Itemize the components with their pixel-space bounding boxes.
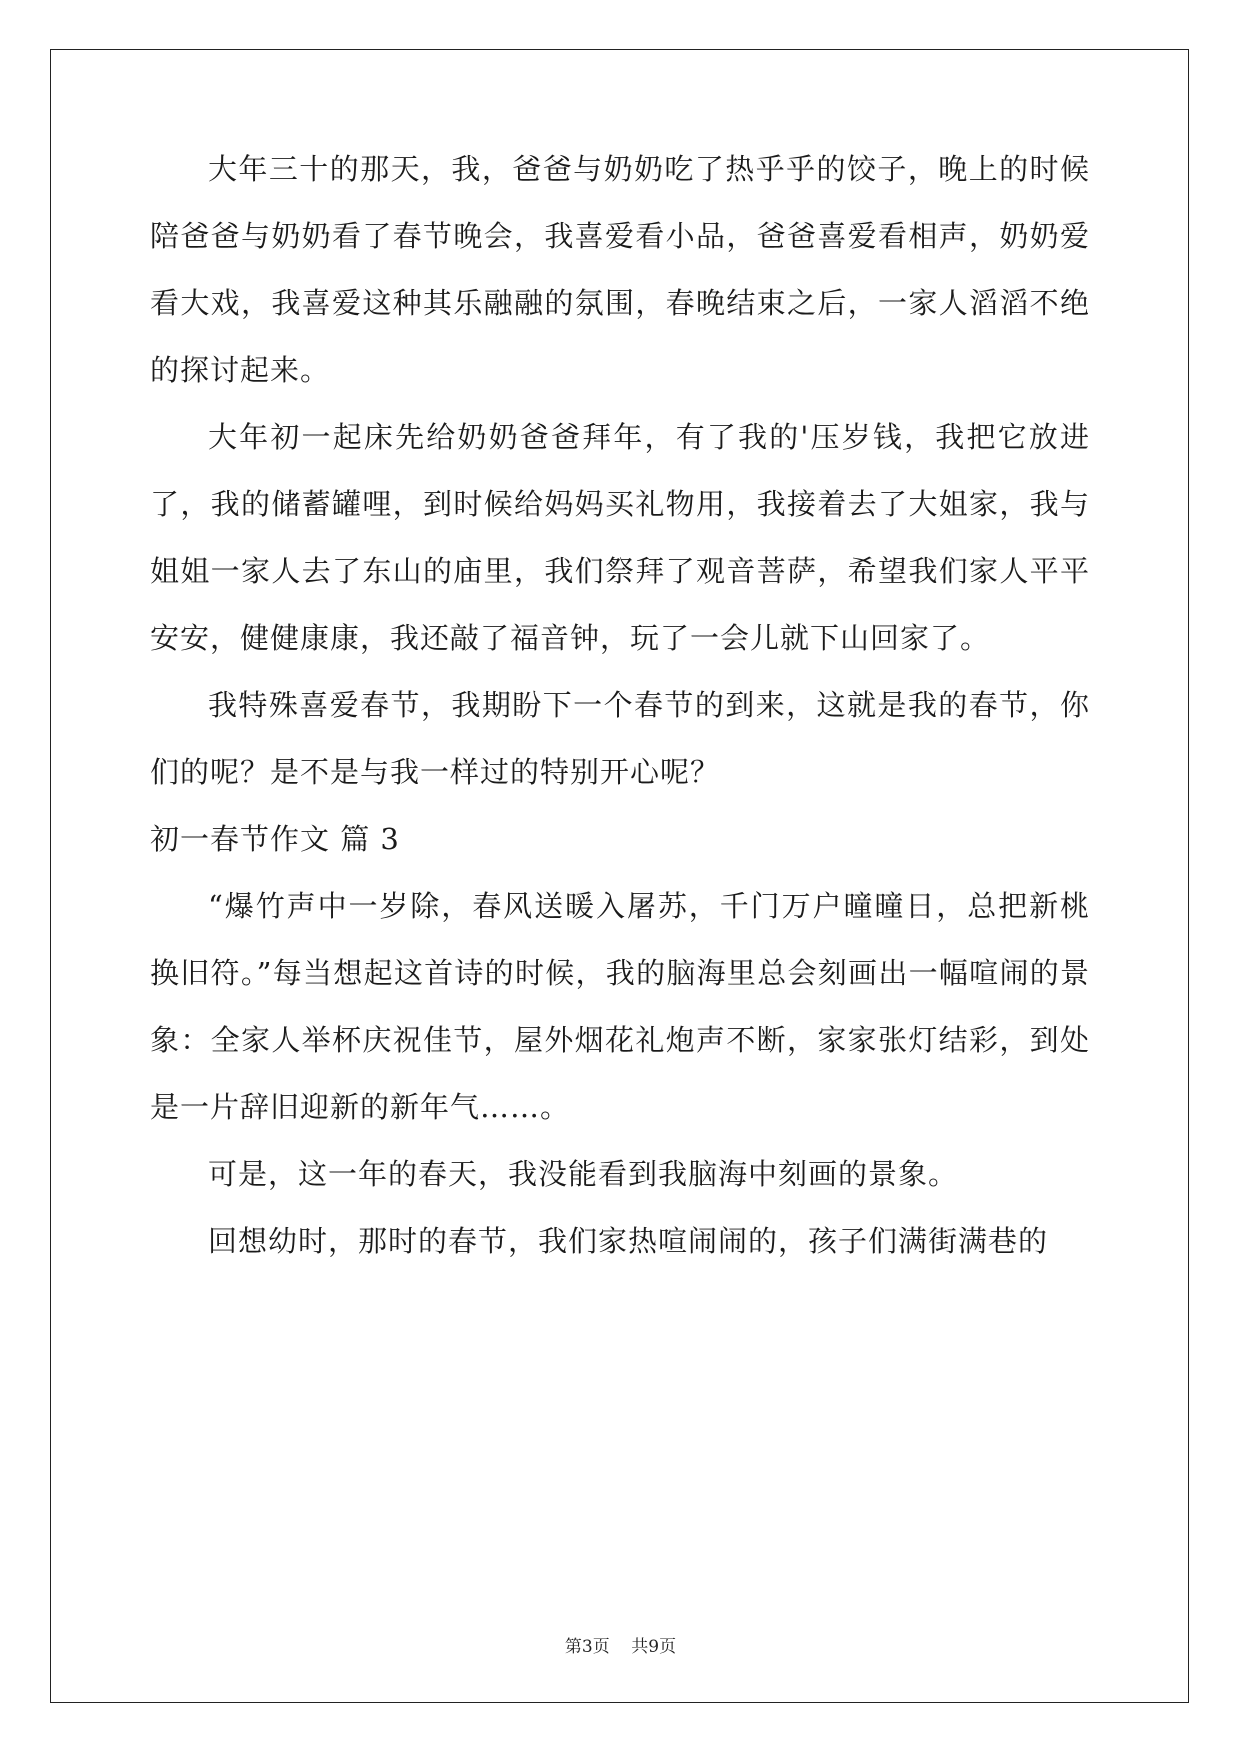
paragraph-1: 大年三十的那天，我，爸爸与奶奶吃了热乎乎的饺子，晚上的时候陪爸爸与奶奶看了春节晚会，我喜爱看小品，爸爸喜爱看相声，奶奶爱看大戏，我喜爱这种其乐融融的氛围，春晚结束之后，一家人滔滔不绝的探讨起来。 <box>150 152 1090 387</box>
document-body-top <box>150 136 1090 1275</box>
page-number: 第3页 共9页 <box>564 1637 677 1657</box>
paragraph-6: 回想幼时，那时的春节，我们家热喧闹闹的，孩子们满街满巷的 <box>208 1224 1049 1258</box>
section-heading: 初一春节作文 篇 3 <box>150 822 400 856</box>
paragraph-2: 大年初一起床先给奶奶爸爸拜年，有了我的'压岁钱，我把它放进了，我的储蓄罐哩，到时候给妈妈买礼物用，我接着去了大姐家，我与姐姐一家人去了东山的庙里，我们祭拜了观音菩萨，希望我们家人平平安安，健健康康，我还敲了福音钟，玩了一会儿就下山回家了。 <box>150 420 1090 655</box>
paragraph-3: 我特殊喜爱春节，我期盼下一个春节的到来，这就是我的春节，你们的呢？是不是与我一样过的特别开心呢？ <box>150 688 1090 789</box>
paragraph-4: “爆竹声中一岁除，春风送暖入屠苏，千门万户曈曈日，总把新桃换旧符。”每当想起这首诗的时候，我的脑海里总会刻画出一幅喧闹的景象：全家人举杯庆祝佳节，屋外烟花礼炮声不断，家家张灯结彩，到处是一片辞旧迎新的新年气……。 <box>150 889 1090 1124</box>
paragraph-5: 可是，这一年的春天，我没能看到我脑海中刻画的景象。 <box>208 1157 959 1191</box>
